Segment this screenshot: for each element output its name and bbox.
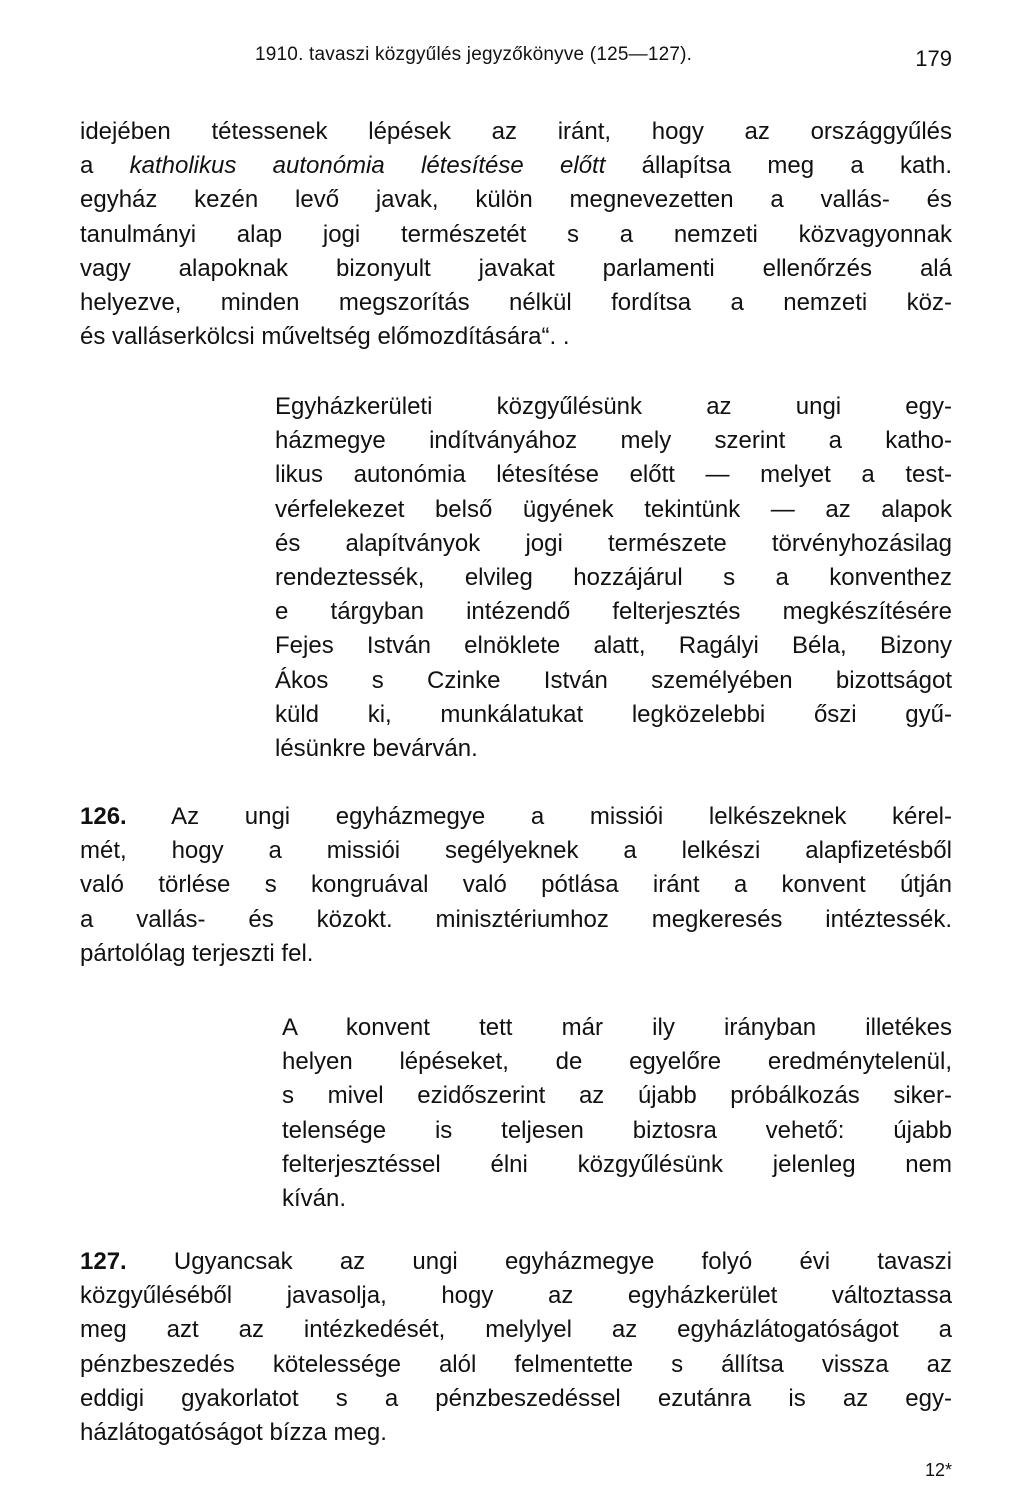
text-line: pénzbeszedés kötelessége alól felmentette s állítsa vissza az [80,1350,952,1378]
text-line: és valláserkölcsi műveltség előmozdítására“. . [80,323,570,351]
text-line: tanulmányi alap jogi természetét s a nemzeti közvagyonnak [80,220,952,248]
text-line [80,1245,952,1279]
text-fragment: Ugyancsak az ungi egyházmegye folyó évi tavaszi [173,1248,953,1275]
text-line: való törlése s kongruával való pótlása iránt a konvent útján [80,871,952,899]
running-title: 1910. tavaszi közgyűlés jegyzőkönyve (125—127). [255,44,693,65]
text-line: Egyházkerületi közgyűlésünk az ungi egy- [275,393,952,420]
text-line: telensége is teljesen biztosra vehető: újabb [282,1116,952,1144]
item-number: 127. [80,1248,127,1275]
text-line: a vallás- és közokt. minisztériumhoz megkeresés intéztessék. [80,905,952,933]
text-line: Ákos s Czinke István személyében bizottságot [275,666,952,694]
text-line: meg azt az intézkedését, melylyel az egyházlátogatóságot a [80,1316,952,1344]
text-line: felterjesztéssel élni közgyűlésünk jelenleg nem [282,1150,952,1178]
item-126 [80,800,952,971]
text-line: egyház kezén levő javak, külön megnevezetten a vallás- és [80,186,952,214]
item-126-resolution [282,1011,952,1216]
text-line: eddigi gyakorlatot s a pénzbeszedéssel ezutánra is az egy- [80,1384,952,1412]
text-line [80,800,952,834]
resolution-paragraph [275,390,952,766]
text-line: likus autonómia létesítése előtt — melyet a test- [275,461,952,489]
italic-phrase: katholikus autonómia létesítése előtt [129,152,606,180]
text-line: és alapítványok jogi természete törvényhozásilag [275,529,952,557]
text-line: házlátogatóságot bízza meg. [80,1419,387,1447]
page-header [80,38,952,78]
text-line: küld ki, munkálatukat legközelebbi őszi gyű- [275,700,952,728]
text-line: pártolólag terjeszti fel. [80,939,314,967]
text-line: Fejes István elnöklete alatt, Ragályi Béla, Bizony [275,632,952,660]
text-line: lésünkre bevárván. [275,735,478,763]
text-line: helyezve, minden megszorítás nélkül fordítsa a nemzeti köz- [80,289,952,317]
text-line: mét, hogy a missiói segélyeknek a lelkészi alapfizetésből [80,837,952,865]
text-fragment: a [80,152,130,180]
item-127 [80,1245,952,1450]
text-line: kíván. [282,1185,347,1213]
text-line: helyen lépéseket, de egyelőre eredménytelenül, [282,1048,952,1076]
text-line: idejében tétessenek lépések az iránt, hogy az országgyűlés [80,118,952,145]
text-line: közgyűléséből javasolja, hogy az egyházkerület változtassa [80,1282,952,1310]
text-line: s mivel ezidőszerint az újabb próbálkozás siker- [282,1082,952,1110]
text-fragment: állapítsa meg a kath. [605,152,952,180]
paragraph-continuation [80,115,952,354]
signature-mark: 12* [924,1460,952,1480]
text-line: A konvent tett már ily irányban illetékes [282,1014,952,1041]
page-number: 179 [915,46,952,71]
text-fragment: Az ungi egyházmegye a missiói lelkészeknek kérel- [171,803,953,830]
text-line: házmegye indítványához mely szerint a katho- [275,427,952,455]
text-line: vérfelekezet belső ügyének tekintünk — az alapok [275,495,952,523]
text-line-with-italic [80,149,952,183]
text-line: e tárgyban intézendő felterjesztés megkészítésére [275,598,952,626]
text-line: vagy alapoknak bizonyult javakat parlamenti ellenőrzés alá [80,254,952,282]
text-line: rendeztessék, elvileg hozzájárul s a konventhez [275,564,952,592]
item-number: 126. [80,803,127,830]
